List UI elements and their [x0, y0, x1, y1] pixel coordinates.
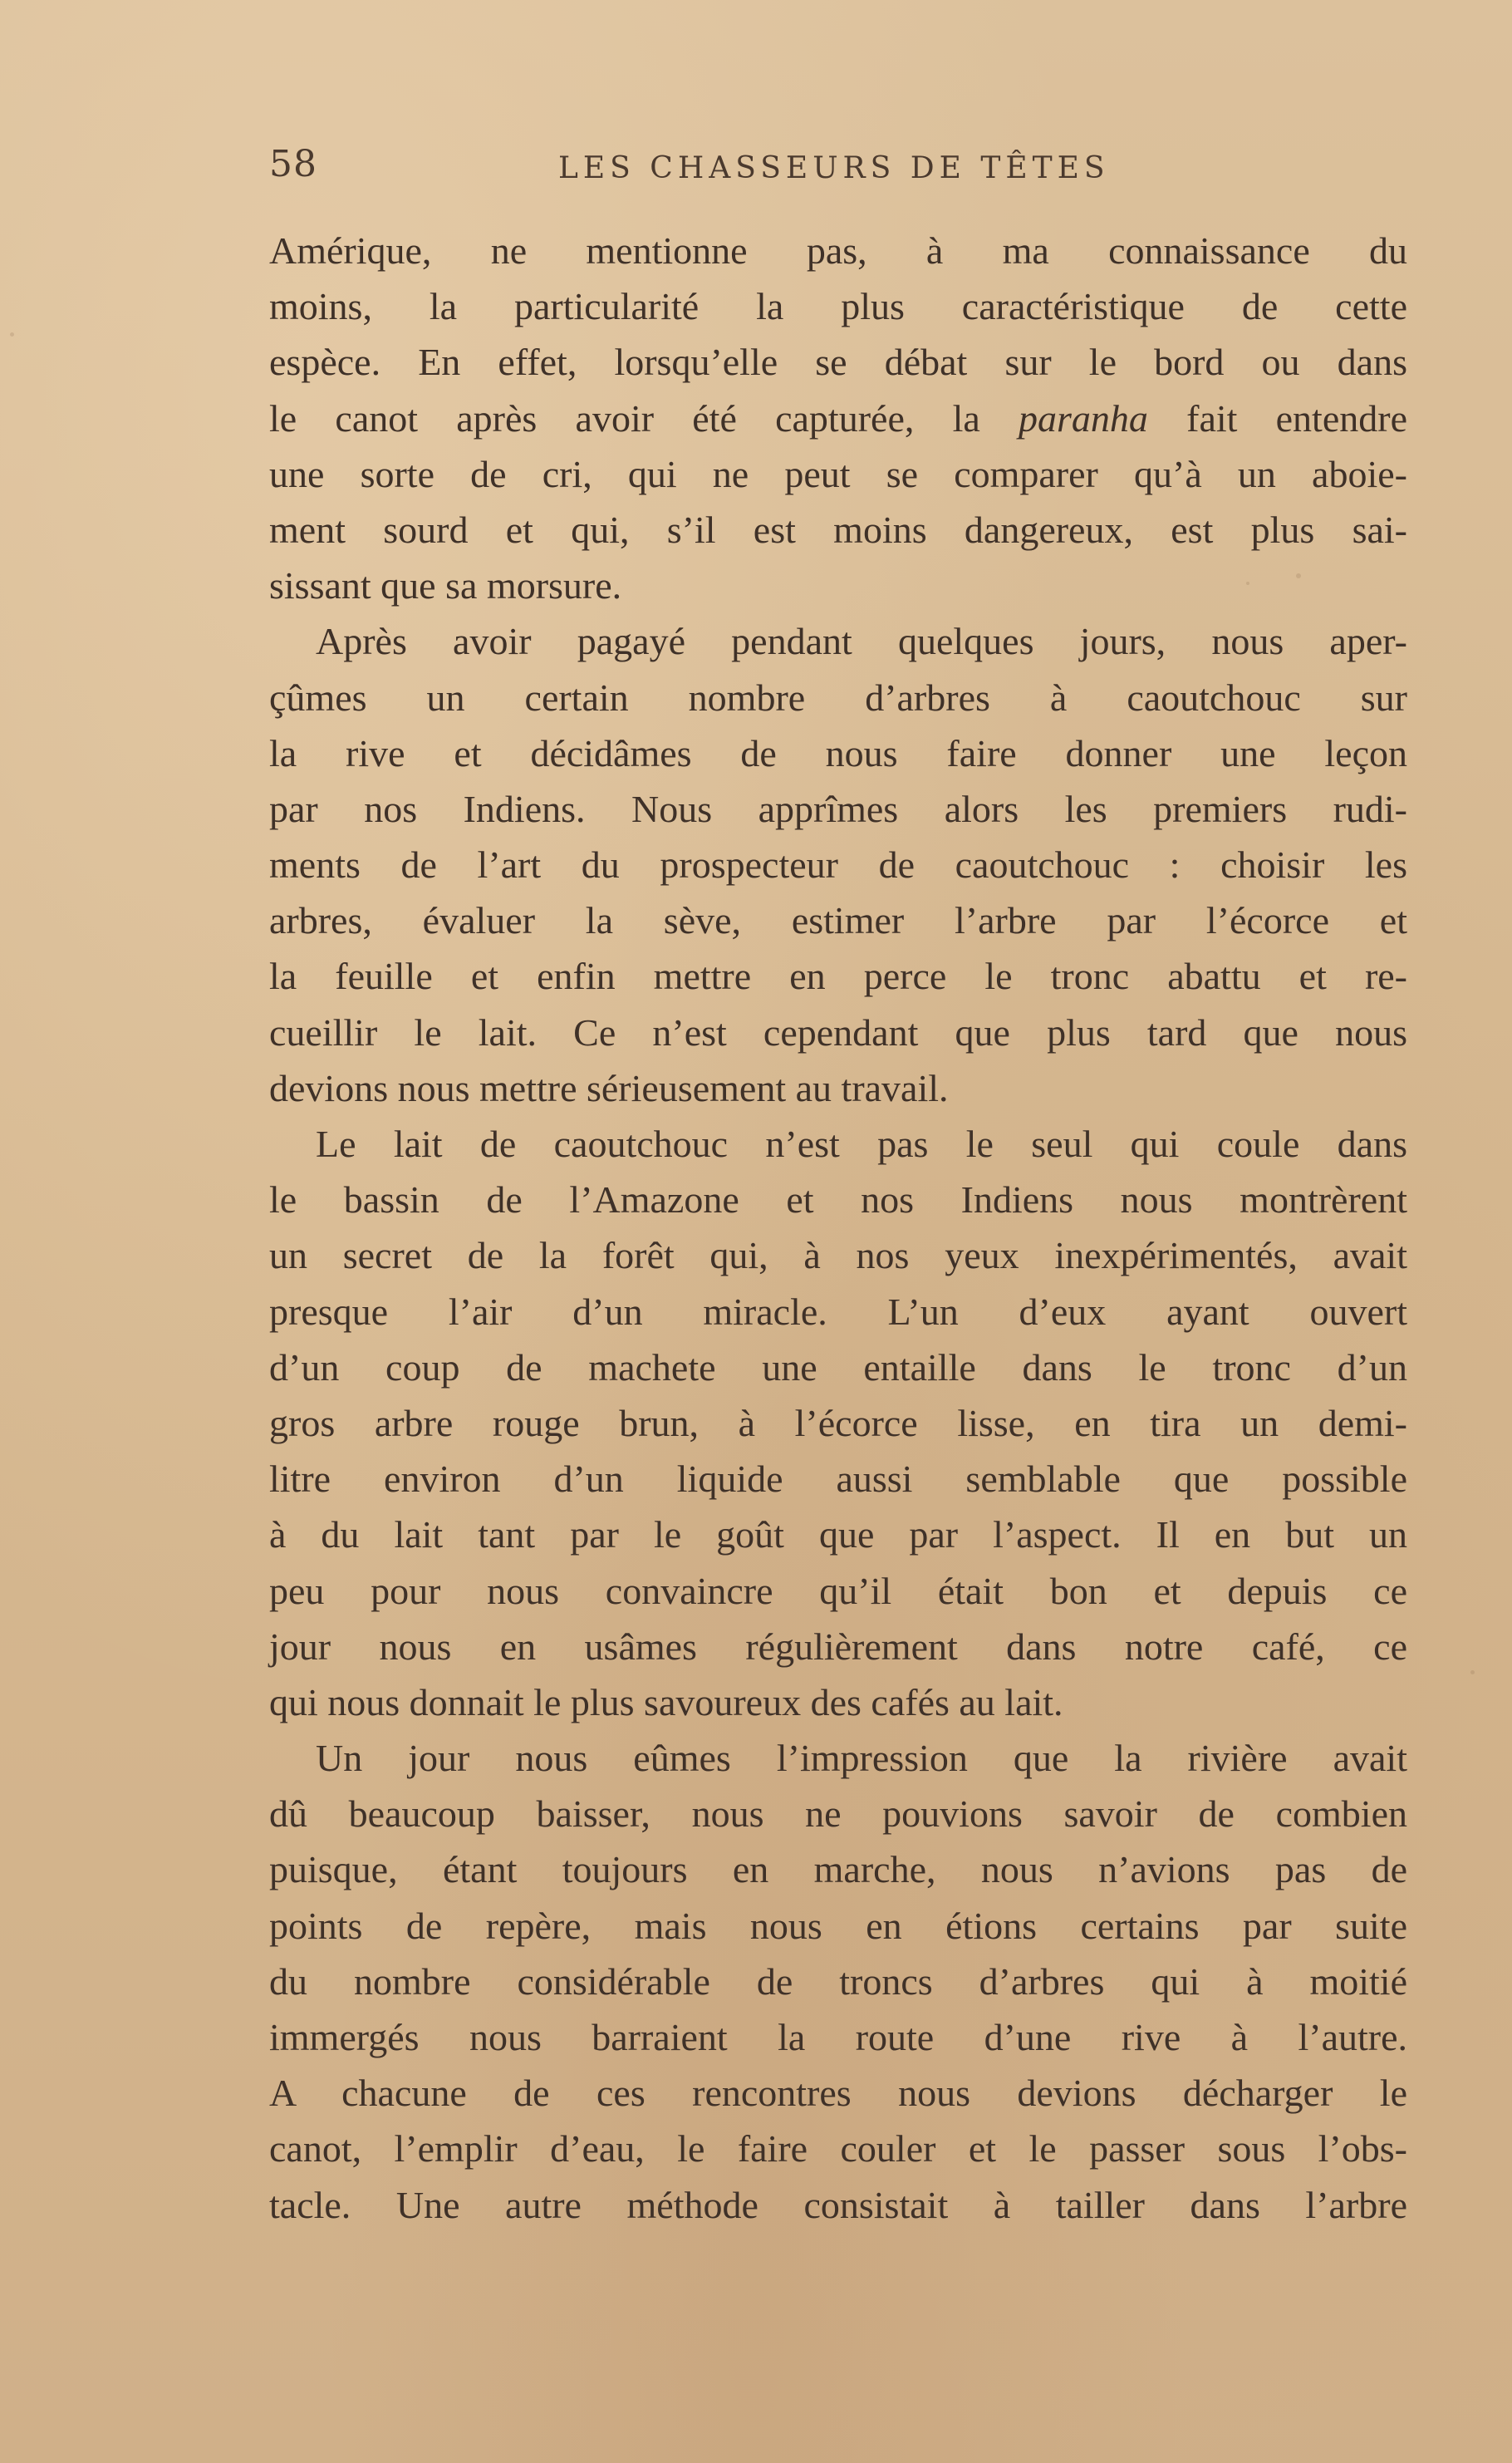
text-line: à du lait tant par le goût que par l’aspect. Il en but un: [269, 1513, 1407, 1556]
text-line: moins, la particularité la plus caractéristique de cette: [269, 285, 1407, 328]
text-line: la feuille et enfin mettre en perce le tronc abattu et re-: [269, 955, 1407, 998]
text-line: litre environ d’un liquide aussi semblable que possible: [269, 1458, 1407, 1501]
text-line: qui nous donnait le plus savoureux des cafés au lait.: [269, 1680, 1063, 1723]
text-line: le canot après avoir été capturée, la paranha fait entendre: [269, 396, 1407, 440]
paper-stain: [10, 332, 14, 337]
text-line: gros arbre rouge brun, à l’écorce lisse, en tira un demi-: [269, 1401, 1407, 1444]
text-line: espèce. En effet, lorsqu’elle se débat sur le bord ou dans: [269, 341, 1407, 384]
text-line: presque l’air d’un miracle. L’un d’eux ayant ouvert: [269, 1290, 1407, 1333]
text-line: Le lait de caoutchouc n’est pas le seul qui coule dans: [316, 1123, 1407, 1165]
text-line: un secret de la forêt qui, à nos yeux inexpérimentés, avait: [269, 1234, 1407, 1277]
text-line: tacle. Une autre méthode consistait à tailler dans l’arbre: [269, 2183, 1407, 2226]
text-line: le bassin de l’Amazone et nos Indiens nous montrèrent: [269, 1178, 1407, 1222]
text-line: puisque, étant toujours en marche, nous n’avions pas de: [269, 1848, 1407, 1891]
body-text: [269, 223, 1407, 2233]
text-line: jour nous en usâmes régulièrement dans notre café, ce: [269, 1625, 1407, 1668]
text-line: immergés nous barraient la route d’une rive à l’autre.: [269, 2016, 1407, 2058]
italic-word: paranha: [1019, 396, 1148, 440]
page-number: 58: [269, 143, 317, 185]
text-line: points de repère, mais nous en étions certains par suite: [269, 1904, 1407, 1947]
text-line: une sorte de cri, qui ne peut se comparer qu’à un aboie-: [269, 452, 1407, 495]
text-line: par nos Indiens. Nous apprîmes alors les premiers rudi-: [269, 787, 1407, 830]
text-line: devions nous mettre sérieusement au travail.: [269, 1066, 949, 1109]
text-line: du nombre considérable de troncs d’arbres qui à moitié: [269, 1959, 1407, 2003]
text-line: d’un coup de machete une entaille dans le tronc d’un: [269, 1345, 1407, 1389]
text-line: ment sourd et qui, s’il est moins dangereux, est plus sai-: [269, 508, 1407, 551]
page-header: [269, 143, 1407, 193]
text-line: la rive et décidâmes de nous faire donner une leçon: [269, 731, 1407, 774]
text-line: sissant que sa morsure.: [269, 564, 622, 607]
text-line: A chacune de ces rencontres nous devions décharger le: [269, 2072, 1407, 2115]
text-line: çûmes un certain nombre d’arbres à caoutchouc sur: [269, 676, 1407, 719]
text-line: canot, l’emplir d’eau, le faire couler et le passer sous l’obs-: [269, 2127, 1407, 2170]
running-title: LES CHASSEURS DE TÊTES: [558, 151, 1110, 185]
text-line: Un jour nous eûmes l’impression que la rivière avait: [316, 1737, 1407, 1780]
text-line: dû beaucoup baisser, nous ne pouvions savoir de combien: [269, 1792, 1407, 1836]
text-line: peu pour nous convaincre qu’il était bon et depuis ce: [269, 1569, 1407, 1612]
text-line: Après avoir pagayé pendant quelques jours, nous aper-: [316, 620, 1407, 663]
text-line: Amérique, ne mentionne pas, à ma connaissance du: [269, 229, 1407, 272]
paper-stain: [1470, 1670, 1475, 1674]
text-line: ments de l’art du prospecteur de caoutchouc : choisir les: [269, 843, 1407, 887]
text-line: cueillir le lait. Ce n’est cependant que plus tard que nous: [269, 1010, 1407, 1054]
text-line: arbres, évaluer la sève, estimer l’arbre par l’écorce et: [269, 899, 1407, 942]
